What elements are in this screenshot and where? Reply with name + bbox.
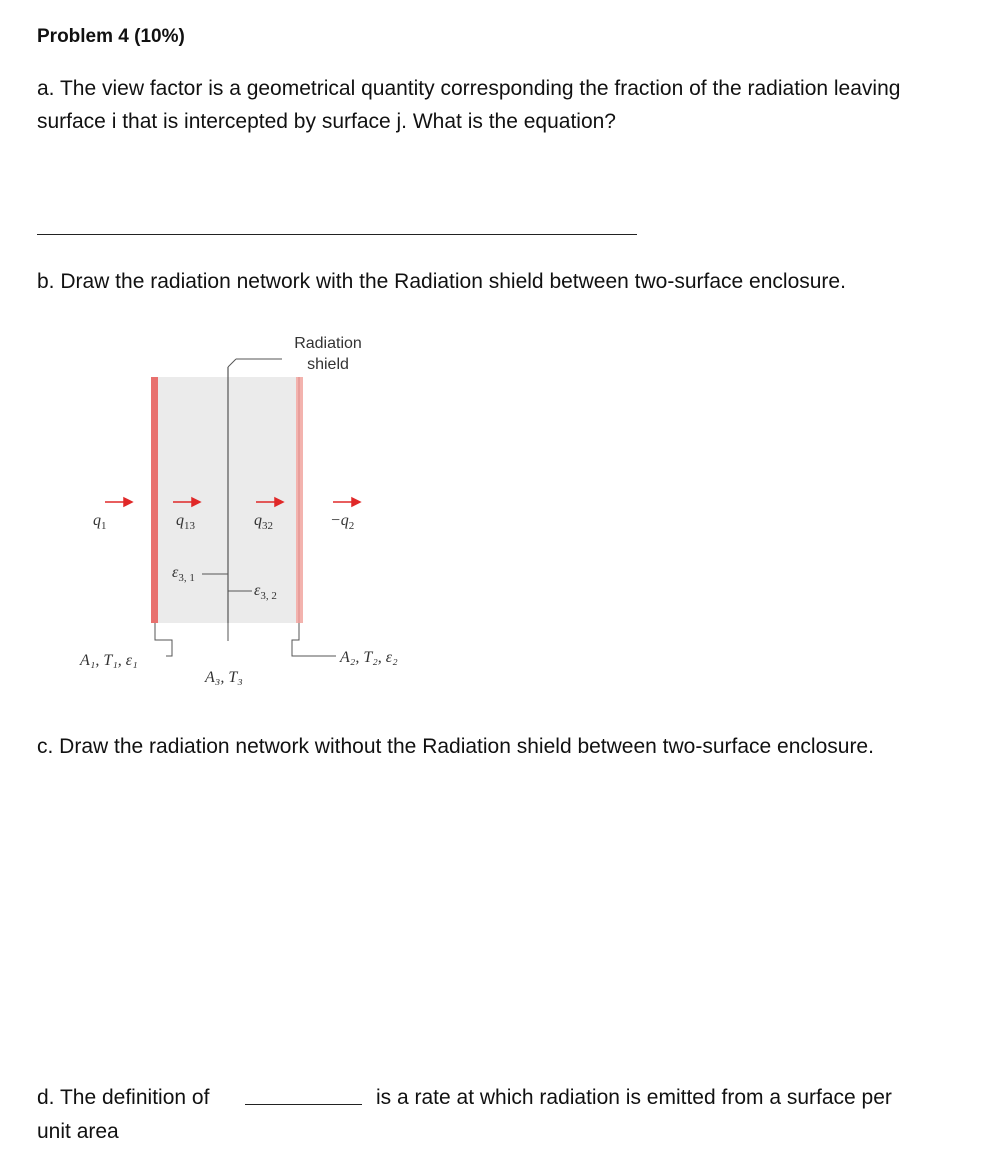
label-q2: $-q_2$: [330, 512, 355, 532]
problem-title: Problem 4 (10%): [37, 26, 185, 47]
shield-label-2: shield: [307, 356, 349, 373]
question-d-end: unit area: [37, 1120, 119, 1143]
label-q32: $q_{32}$: [254, 512, 273, 532]
label-q13: $q_{13}$: [176, 512, 195, 532]
label-eps32: $\varepsilon_{3, 2}$: [254, 582, 277, 602]
question-d-start: d. The definition of: [37, 1086, 210, 1109]
label-surface-1: A₁, T₁, ε₁: [80, 652, 138, 669]
question-d-middle: is a rate at which radiation is emitted from a surface per: [376, 1086, 892, 1109]
question-c: c. Draw the radiation network without the Radiation shield between two-surface enclosure.: [37, 735, 874, 758]
question-b: b. Draw the radiation network with the Radiation shield between two-surface enclosure.: [37, 270, 846, 293]
label-surface-3: A₃, T₃: [205, 669, 243, 686]
label-surface-2: A₂, T₂, ε₂: [340, 649, 398, 666]
label-q1: $q_1$: [93, 512, 107, 532]
question-a: a. The view factor is a geometrical quantity corresponding the fraction of the radiation leaving surface i that is intercepted by surface j. What is the equation?: [37, 77, 901, 133]
answer-line-a: [37, 234, 637, 235]
label-eps31: $\varepsilon_{3, 1}$: [172, 564, 195, 584]
arrow-q2-icon: [352, 498, 360, 506]
surface-1-plate: [151, 377, 158, 623]
radiation-shield-figure: [60, 325, 440, 695]
answer-blank-d: [245, 1104, 362, 1105]
shield-label-1: Radiation: [294, 335, 362, 352]
arrow-q1-icon: [124, 498, 132, 506]
